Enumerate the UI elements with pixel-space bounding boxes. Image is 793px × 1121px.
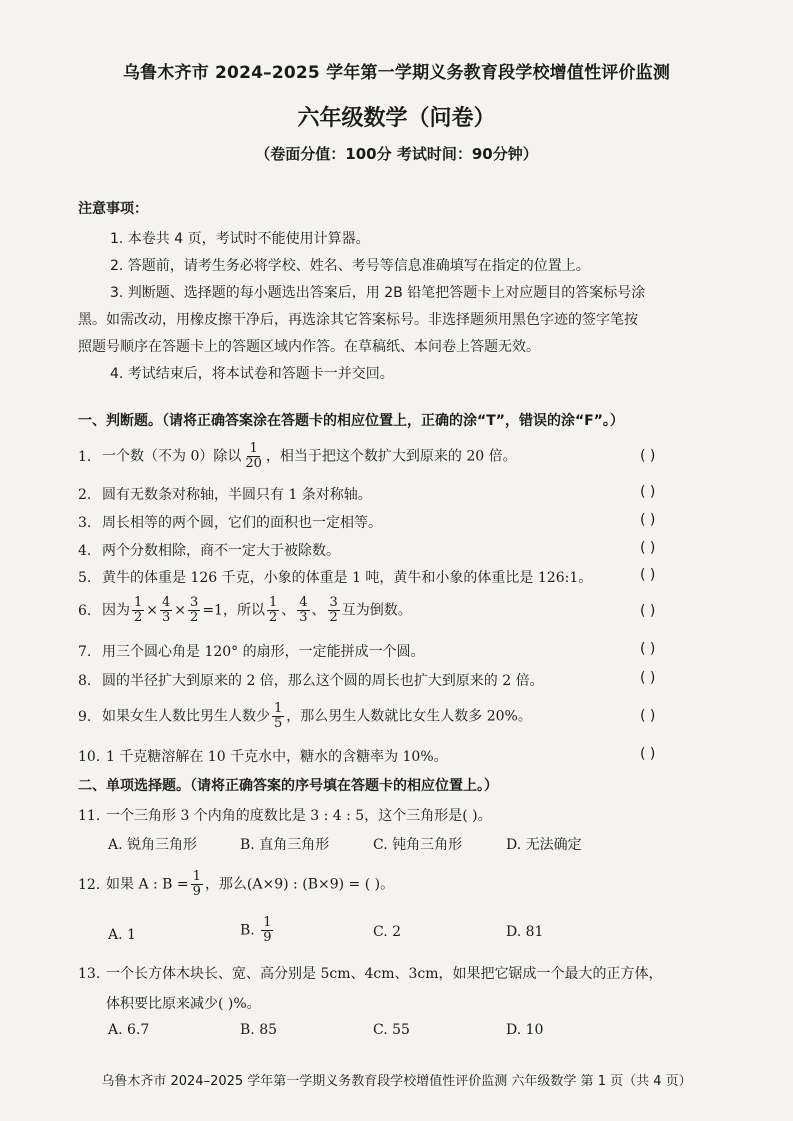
option-a: A. 锐角三角形 xyxy=(108,837,198,853)
option-b: B. 直角三角形 xyxy=(240,837,330,853)
option-d: D. 无法确定 xyxy=(506,837,582,853)
question-7 xyxy=(78,641,425,661)
question-number: 6. xyxy=(78,602,92,619)
section1-heading: 一、判断题。（请将正确答案涂在答题卡的相应位置上，正确的涂“T”，错误的涂“F”。） xyxy=(78,413,624,429)
question-text: 一个长方体木块长、宽、高分别是 5cm、4cm、3cm，如果把它锯成一个最大的正方体， xyxy=(106,966,663,982)
question-number: 11. xyxy=(78,808,101,824)
denominator: 2 xyxy=(190,610,199,625)
question-text: 周长相等的两个圆，它们的面积也一定相等。 xyxy=(102,515,382,531)
note-4: 4. 考试结束后，将本试卷和答题卡一并交回。 xyxy=(110,366,394,382)
question-number: 5. xyxy=(78,570,92,586)
fraction xyxy=(297,596,309,625)
note-1: 1. 本卷共 4 页，考试时不能使用计算器。 xyxy=(110,231,370,247)
question-text: 一个数（不为 0）除以 xyxy=(102,448,242,465)
answer-paren: ( ) xyxy=(640,448,656,464)
numerator: 1 xyxy=(134,595,143,610)
exam-title-line1: 乌鲁木齐市 2024–2025 学年第一学期义务教育段学校增值性评价监测 xyxy=(122,63,671,83)
option-d: D. 10 xyxy=(506,1022,544,1038)
denominator: 5 xyxy=(274,716,283,731)
numerator: 4 xyxy=(162,595,171,610)
question-text: 1 千克糖溶解在 10 千克水中，糖水的含糖率为 10%。 xyxy=(106,749,448,765)
question-2 xyxy=(78,484,372,504)
option-b: B. 85 xyxy=(240,1022,278,1038)
question-10 xyxy=(78,746,448,766)
question-text: 用三个圆心角是 120° 的扇形，一定能拼成一个圆。 xyxy=(102,644,425,660)
numerator: 1 xyxy=(263,915,272,930)
question-number: 2. xyxy=(78,487,92,503)
denominator: 2 xyxy=(134,610,143,625)
exam-score-time: （卷面分值：100分 考试时间：90分钟） xyxy=(255,145,538,163)
answer-paren: ( ) xyxy=(640,603,656,619)
times-sign: × xyxy=(146,602,159,619)
question-13-line2: 体积要比原来减少( )%。 xyxy=(106,996,261,1012)
question-1 xyxy=(78,442,517,471)
question-number: 10. xyxy=(78,749,101,765)
answer-paren: ( ) xyxy=(640,641,656,657)
question-text: 圆的半径扩大到原来的 2 倍，那么这个圆的周长也扩大到原来的 2 倍。 xyxy=(102,673,544,689)
question-4 xyxy=(78,540,340,560)
option-a: A. 6.7 xyxy=(108,1022,150,1038)
option-c: C. 55 xyxy=(373,1022,410,1038)
question-text: ，那么男生人数就比女生人数多 20%。 xyxy=(286,708,532,725)
question-11 xyxy=(78,805,492,825)
option-b xyxy=(240,916,275,945)
question-3 xyxy=(78,512,382,532)
question-text: ，那么(A×9) : (B×9) = ( )。 xyxy=(204,876,395,893)
question-6 xyxy=(78,596,412,625)
denominator: 9 xyxy=(263,930,272,945)
question-number: 7. xyxy=(78,644,92,660)
fraction xyxy=(328,596,340,625)
fraction xyxy=(243,442,264,471)
option-a: A. 1 xyxy=(108,927,136,943)
answer-paren: ( ) xyxy=(640,708,656,724)
question-text: 互为倒数。 xyxy=(341,602,412,619)
question-9 xyxy=(78,702,532,731)
question-text: 两个分数相除，商不一定大于被除数。 xyxy=(102,543,340,559)
answer-paren: ( ) xyxy=(640,512,656,528)
question-text: 圆有无数条对称轴，半圆只有 1 条对称轴。 xyxy=(102,487,372,503)
separator: 、 xyxy=(311,602,326,619)
fraction xyxy=(191,870,203,899)
numerator: 1 xyxy=(268,595,278,610)
times-sign: × xyxy=(174,602,187,619)
question-8 xyxy=(78,670,544,690)
question-text: ，相当于把这个数扩大到原来的 20 倍。 xyxy=(265,448,517,465)
answer-paren: ( ) xyxy=(640,540,656,556)
question-12 xyxy=(78,870,394,899)
question-number: 8. xyxy=(78,673,92,689)
question-number: 3. xyxy=(78,515,92,531)
fraction xyxy=(272,702,284,731)
denominator: 9 xyxy=(192,884,201,899)
exam-title-subject: 六年级数学（问卷） xyxy=(297,106,496,131)
denominator: 2 xyxy=(268,610,278,625)
denominator: 2 xyxy=(329,610,338,625)
answer-paren: ( ) xyxy=(640,484,656,500)
question-text: 如果女生人数比男生人数少 xyxy=(102,708,270,725)
option-c: C. 钝角三角形 xyxy=(373,837,463,853)
fraction xyxy=(160,596,172,625)
question-number: 12. xyxy=(78,876,101,893)
question-number: 9. xyxy=(78,708,92,725)
numerator: 4 xyxy=(299,595,308,610)
note-2: 2. 答题前，请考生务必将学校、姓名、考号等信息准确填写在指定的位置上。 xyxy=(110,258,590,274)
numerator: 3 xyxy=(190,595,199,610)
question-number: 4. xyxy=(78,543,92,559)
question-13 xyxy=(78,963,663,983)
numerator: 3 xyxy=(329,595,338,610)
question-text: 一个三角形 3 个内角的度数比是 3 : 4 : 5，这个三角形是( )。 xyxy=(106,808,492,824)
question-text: 因为 xyxy=(102,602,130,619)
option-c: C. 2 xyxy=(373,924,402,940)
answer-paren: ( ) xyxy=(640,746,656,762)
question-text: 黄牛的体重是 126 千克，小象的体重是 1 吨，黄牛和小象的体重比是 126:1。 xyxy=(102,570,593,586)
answer-paren: ( ) xyxy=(640,670,656,686)
fraction xyxy=(267,596,279,625)
question-number: 13. xyxy=(78,966,101,982)
fraction xyxy=(188,596,200,625)
option-label: B. xyxy=(240,922,255,939)
page-footer: 乌鲁木齐市 2024–2025 学年第一学期义务教育段学校增值性评价监测 六年级数学 第 1 页（共 4 页） xyxy=(101,1074,692,1089)
notes-heading: 注意事项： xyxy=(78,201,148,217)
note-3-line1: 3. 判断题、选择题的每小题选出答案后，用 2B 铅笔把答题卡上对应题目的答案标号涂 xyxy=(110,285,646,301)
section2-heading: 二、单项选择题。（请将正确答案的序号填在答题卡的相应位置上。） xyxy=(78,778,498,794)
question-number: 1. xyxy=(78,448,92,465)
note-3-line3: 照题号顺序在答题卡上的答题区域内作答。在草稿纸、本问卷上答题无效。 xyxy=(78,339,540,355)
numerator: 1 xyxy=(192,869,201,884)
answer-paren: ( ) xyxy=(640,567,656,583)
fraction xyxy=(132,596,144,625)
denominator: 3 xyxy=(299,610,308,625)
question-text: 如果 A : B = xyxy=(106,876,189,893)
note-3-line2: 黑。如需改动，用橡皮擦干净后，再选涂其它答案标号。非选择题须用黑色字迹的签字笔按 xyxy=(78,312,638,328)
separator: 、 xyxy=(281,602,296,619)
question-5 xyxy=(78,567,592,587)
question-text: =1，所以 xyxy=(202,602,265,619)
numerator: 1 xyxy=(274,701,283,716)
numerator: 1 xyxy=(249,441,258,456)
denominator: 3 xyxy=(162,610,171,625)
fraction xyxy=(261,916,273,945)
option-d: D. 81 xyxy=(506,924,544,940)
denominator: 20 xyxy=(245,456,262,471)
